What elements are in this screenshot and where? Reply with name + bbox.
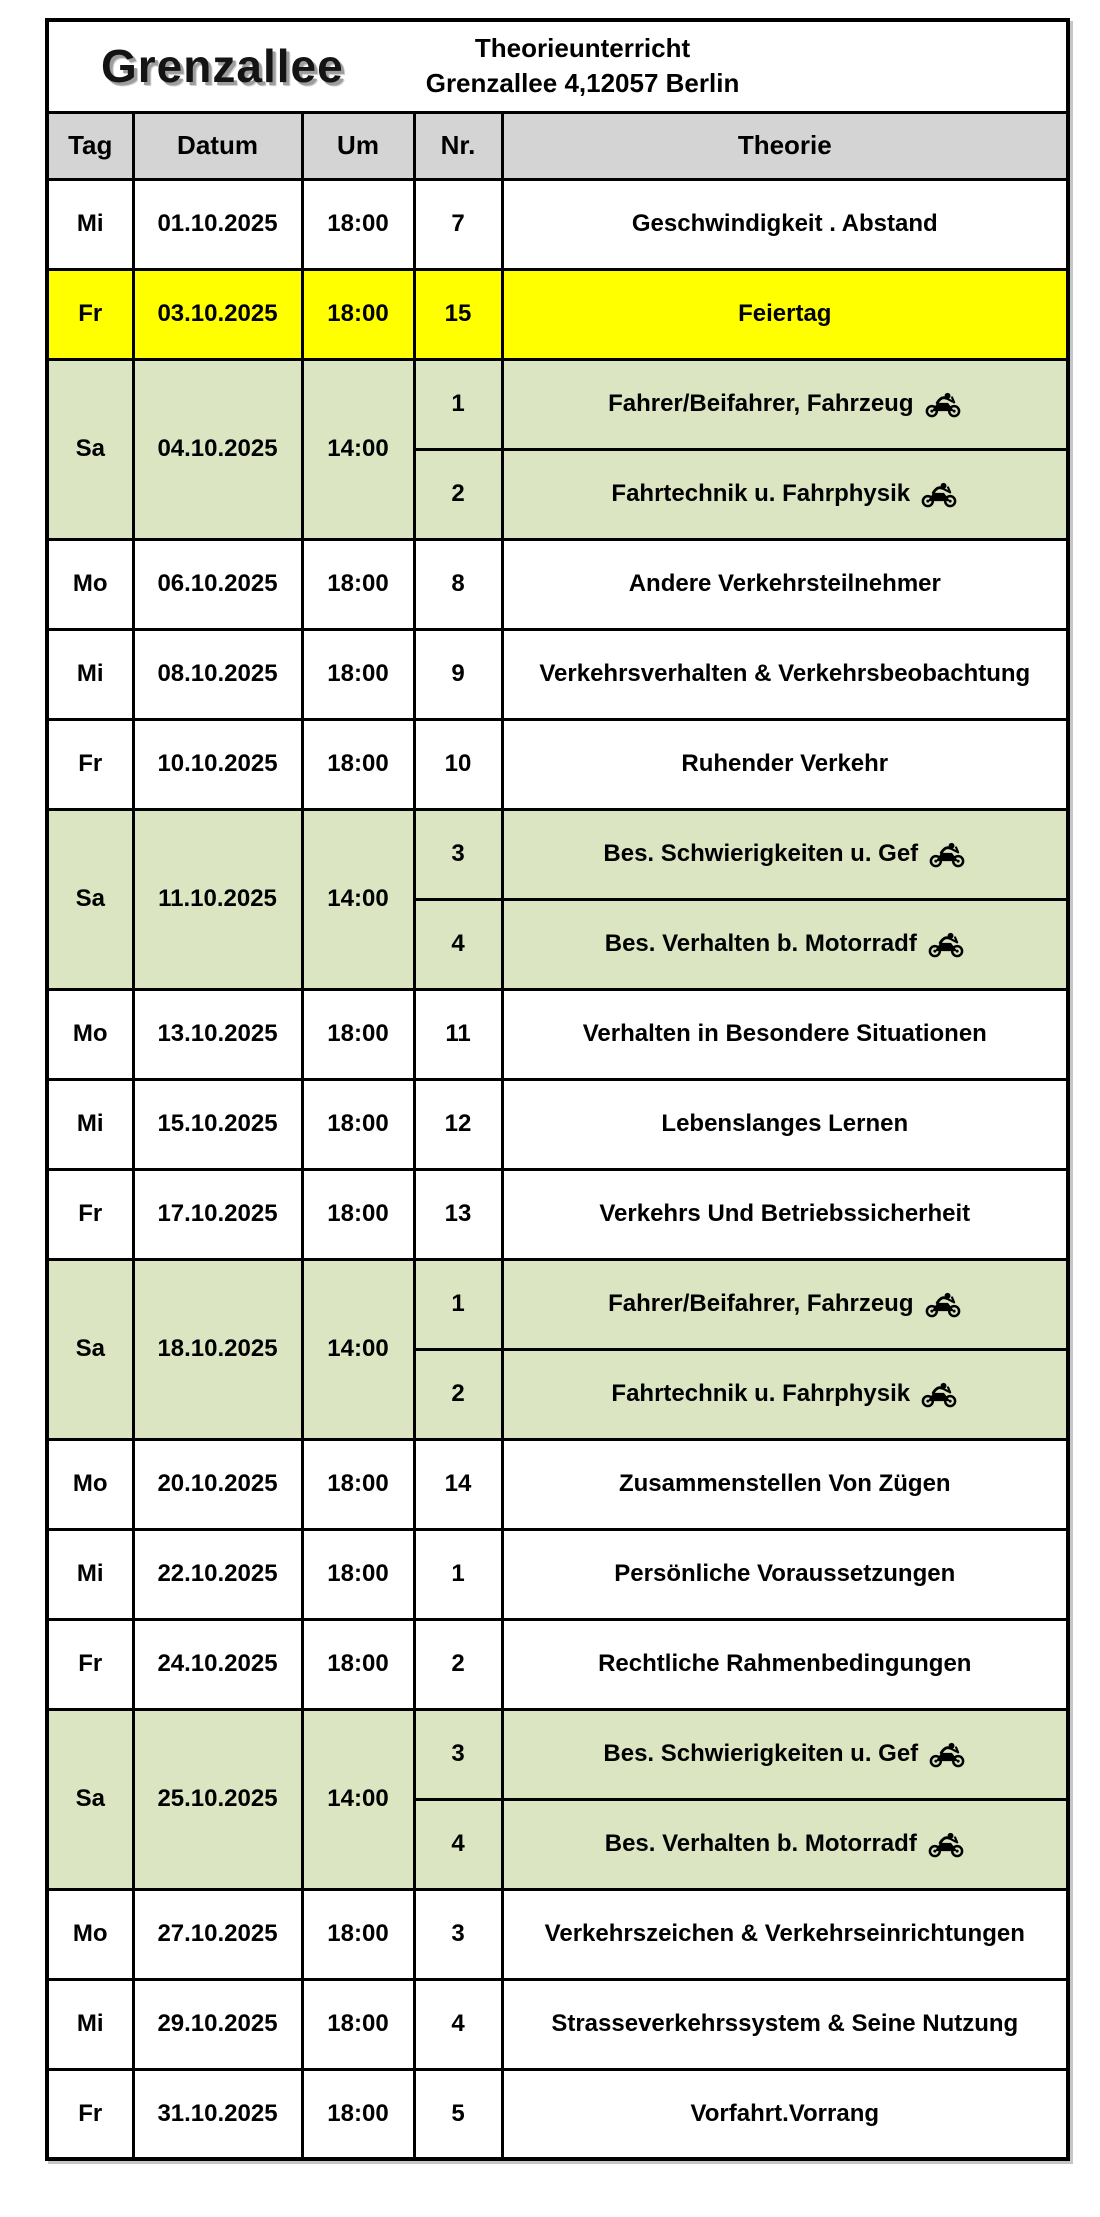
- lesson-number-cell: 14: [414, 1439, 502, 1529]
- time-cell: 18:00: [302, 2069, 414, 2159]
- day-cell: Fr: [47, 269, 133, 359]
- lesson-number-cell: 3: [414, 809, 502, 899]
- time-cell: 18:00: [302, 989, 414, 1079]
- date-cell: 27.10.2025: [133, 1889, 302, 1979]
- column-header-row: [47, 112, 1068, 179]
- motorcycle-icon: [927, 1831, 965, 1858]
- topic-cell: [502, 539, 1068, 629]
- topic-label: Bes. Schwierigkeiten u. Gef: [603, 840, 919, 867]
- topic-cell: [502, 1439, 1068, 1529]
- topic-content: [629, 570, 941, 598]
- table-row: [47, 1439, 1068, 1529]
- time-cell: 18:00: [302, 1169, 414, 1259]
- topic-cell: [502, 2069, 1068, 2159]
- day-cell: Mo: [47, 1889, 133, 1979]
- topic-cell: [502, 989, 1068, 1079]
- topic-cell: [502, 179, 1068, 269]
- table-row: [47, 989, 1068, 1079]
- topic-content: [599, 1200, 970, 1228]
- topic-label: Verkehrs Und Betriebssicherheit: [599, 1200, 971, 1227]
- title-block: [426, 31, 740, 101]
- day-cell: Mi: [47, 629, 133, 719]
- topic-label: Feiertag: [738, 300, 832, 327]
- topic-label: Zusammenstellen Von Zügen: [618, 1470, 951, 1497]
- table-row: [47, 1889, 1068, 1979]
- topic-label: Verkehrszeichen & Verkehrseinrichtungen: [544, 1920, 1025, 1947]
- motorcycle-icon: [927, 931, 965, 958]
- time-cell: 18:00: [302, 1889, 414, 1979]
- topic-cell: [502, 1349, 1068, 1439]
- topic-content: [738, 300, 831, 328]
- topic-label: Fahrer/Beifahrer, Fahrzeug: [608, 390, 914, 417]
- topic-cell: [502, 269, 1068, 359]
- time-cell: 14:00: [302, 809, 414, 989]
- date-cell: 17.10.2025: [133, 1169, 302, 1259]
- topic-label: Persönliche Voraussetzungen: [614, 1560, 956, 1587]
- topic-content: [605, 930, 965, 958]
- motorcycle-icon: [924, 391, 962, 418]
- lesson-number-cell: 2: [414, 1349, 502, 1439]
- topic-cell: [502, 1889, 1068, 1979]
- date-cell: 18.10.2025: [133, 1259, 302, 1439]
- time-cell: 18:00: [302, 1529, 414, 1619]
- lesson-number-cell: 15: [414, 269, 502, 359]
- lesson-number-cell: 1: [414, 1529, 502, 1619]
- topic-cell: [502, 899, 1068, 989]
- date-cell: 03.10.2025: [133, 269, 302, 359]
- date-cell: 06.10.2025: [133, 539, 302, 629]
- column-header-datum: Datum: [133, 112, 302, 179]
- topic-label: Verhalten in Besondere Situationen: [582, 1020, 987, 1047]
- date-cell: 20.10.2025: [133, 1439, 302, 1529]
- topic-content: [614, 1560, 955, 1588]
- day-cell: Sa: [47, 1709, 133, 1889]
- time-cell: 14:00: [302, 1709, 414, 1889]
- table-row: [47, 539, 1068, 629]
- time-cell: 18:00: [302, 1979, 414, 2069]
- time-cell: 18:00: [302, 719, 414, 809]
- topic-cell: [502, 449, 1068, 539]
- topic-label: Bes. Verhalten b. Motorradf: [604, 930, 917, 957]
- lesson-number-cell: 5: [414, 2069, 502, 2159]
- topic-label: Vorfahrt.Vorrang: [690, 2099, 880, 2127]
- topic-label: Verkehrsverhalten & Verkehrsbeobachtung: [539, 660, 1031, 687]
- topic-content: [619, 1470, 951, 1498]
- topic-content: [603, 840, 966, 868]
- schedule-document: [45, 18, 1066, 2161]
- day-cell: Fr: [47, 2069, 133, 2159]
- day-cell: Sa: [47, 809, 133, 989]
- topic-label: Bes. Schwierigkeiten u. Gef: [603, 1740, 919, 1767]
- topic-label: Geschwindigkeit . Abstand: [631, 210, 938, 237]
- topic-label: Lebenslanges Lernen: [661, 1110, 909, 1137]
- topic-content: [583, 1020, 987, 1048]
- day-cell: Fr: [47, 1619, 133, 1709]
- time-cell: 14:00: [302, 359, 414, 539]
- day-cell: Fr: [47, 1169, 133, 1259]
- topic-content: [681, 750, 888, 778]
- date-cell: 11.10.2025: [133, 809, 302, 989]
- header-band-row: [47, 20, 1068, 112]
- topic-content: [608, 1290, 961, 1318]
- topic-cell: [502, 1799, 1068, 1889]
- date-cell: 04.10.2025: [133, 359, 302, 539]
- lesson-number-cell: 2: [414, 1619, 502, 1709]
- lesson-number-cell: 8: [414, 539, 502, 629]
- topic-label: Fahrtechnik u. Fahrphysik: [611, 480, 911, 507]
- topic-cell: [502, 1979, 1068, 2069]
- lesson-number-cell: 9: [414, 629, 502, 719]
- day-cell: Mo: [47, 539, 133, 629]
- date-cell: 31.10.2025: [133, 2069, 302, 2159]
- lesson-number-cell: 2: [414, 449, 502, 539]
- lesson-number-cell: 3: [414, 1709, 502, 1799]
- topic-content: [611, 1380, 958, 1408]
- header-band: [47, 20, 1068, 112]
- lesson-number-cell: 1: [414, 359, 502, 449]
- lesson-number-cell: 13: [414, 1169, 502, 1259]
- lesson-number-cell: 12: [414, 1079, 502, 1169]
- table-row: [47, 719, 1068, 809]
- date-cell: 24.10.2025: [133, 1619, 302, 1709]
- table-row: [47, 1079, 1068, 1169]
- topic-cell: [502, 1619, 1068, 1709]
- lesson-number-cell: 4: [414, 1799, 502, 1889]
- motorcycle-icon: [924, 1291, 962, 1318]
- table-row: [47, 809, 1068, 899]
- day-cell: Mi: [47, 1529, 133, 1619]
- motorcycle-icon: [928, 841, 966, 868]
- topic-cell: [502, 1169, 1068, 1259]
- day-cell: Mo: [47, 1439, 133, 1529]
- topic-label: Bes. Verhalten b. Motorradf: [604, 1830, 917, 1857]
- topic-label: Fahrer/Beifahrer, Fahrzeug: [608, 1290, 914, 1317]
- lesson-number-cell: 11: [414, 989, 502, 1079]
- topic-label: Strasseverkehrssystem & Seine Nutzung: [551, 2010, 1019, 2037]
- date-cell: 22.10.2025: [133, 1529, 302, 1619]
- lesson-number-cell: 1: [414, 1259, 502, 1349]
- topic-label: Andere Verkehrsteilnehmer: [628, 570, 941, 597]
- column-header-tag: Tag: [47, 112, 133, 179]
- time-cell: 18:00: [302, 1619, 414, 1709]
- topic-cell: [502, 1529, 1068, 1619]
- motorcycle-icon: [920, 1381, 958, 1408]
- day-cell: Mi: [47, 1979, 133, 2069]
- topic-cell: [502, 1079, 1068, 1169]
- day-cell: Sa: [47, 1259, 133, 1439]
- date-cell: 25.10.2025: [133, 1709, 302, 1889]
- topic-cell: [502, 359, 1068, 449]
- time-cell: 14:00: [302, 1259, 414, 1439]
- topic-label: Ruhender Verkehr: [681, 750, 889, 777]
- motorcycle-icon: [920, 481, 958, 508]
- table-row: [47, 1259, 1068, 1349]
- column-header-theorie: Theorie: [502, 112, 1068, 179]
- time-cell: 18:00: [302, 269, 414, 359]
- table-row: [47, 1709, 1068, 1799]
- date-cell: 01.10.2025: [133, 179, 302, 269]
- table-row: [47, 359, 1068, 449]
- table-row: [47, 269, 1068, 359]
- topic-content: [608, 390, 961, 418]
- column-header-nr: Nr.: [414, 112, 502, 179]
- document-title: Theorieunterricht: [474, 33, 691, 64]
- table-row: [47, 1619, 1068, 1709]
- school-logo: Grenzallee: [101, 40, 344, 93]
- time-cell: 18:00: [302, 629, 414, 719]
- time-cell: 18:00: [302, 179, 414, 269]
- topic-cell: [502, 629, 1068, 719]
- table-row: [47, 1169, 1068, 1259]
- lesson-number-cell: 3: [414, 1889, 502, 1979]
- topic-content: [539, 660, 1030, 688]
- topic-label: Fahrtechnik u. Fahrphysik: [611, 1380, 911, 1407]
- table-row: [47, 2069, 1068, 2159]
- topic-content: [603, 1740, 966, 1768]
- date-cell: 10.10.2025: [133, 719, 302, 809]
- day-cell: Mi: [47, 1079, 133, 1169]
- table-row: [47, 1529, 1068, 1619]
- topic-cell: [502, 1259, 1068, 1349]
- topic-content: [661, 1110, 908, 1138]
- day-cell: Mi: [47, 179, 133, 269]
- table-row: [47, 1979, 1068, 2069]
- lesson-number-cell: 4: [414, 899, 502, 989]
- table-row: [47, 629, 1068, 719]
- time-cell: 18:00: [302, 1079, 414, 1169]
- topic-cell: [502, 809, 1068, 899]
- lesson-number-cell: 10: [414, 719, 502, 809]
- topic-content: [598, 1650, 971, 1678]
- topic-content: [611, 480, 958, 508]
- topic-cell: [502, 719, 1068, 809]
- column-header-um: Um: [302, 112, 414, 179]
- topic-label: Rechtliche Rahmenbedingungen: [598, 1650, 972, 1677]
- table-row: [47, 179, 1068, 269]
- topic-content: [545, 1920, 1025, 1948]
- topic-content: [551, 2010, 1018, 2038]
- motorcycle-icon: [928, 1741, 966, 1768]
- date-cell: 29.10.2025: [133, 1979, 302, 2069]
- document-address: Grenzallee 4,12057 Berlin: [425, 68, 740, 99]
- topic-cell: [502, 1709, 1068, 1799]
- topic-content: [691, 2100, 879, 2128]
- day-cell: Sa: [47, 359, 133, 539]
- schedule-table: [45, 18, 1070, 2161]
- time-cell: 18:00: [302, 1439, 414, 1529]
- day-cell: Mo: [47, 989, 133, 1079]
- lesson-number-cell: 4: [414, 1979, 502, 2069]
- lesson-number-cell: 7: [414, 179, 502, 269]
- date-cell: 13.10.2025: [133, 989, 302, 1079]
- topic-content: [605, 1830, 965, 1858]
- time-cell: 18:00: [302, 539, 414, 629]
- topic-content: [632, 210, 938, 238]
- date-cell: 15.10.2025: [133, 1079, 302, 1169]
- date-cell: 08.10.2025: [133, 629, 302, 719]
- day-cell: Fr: [47, 719, 133, 809]
